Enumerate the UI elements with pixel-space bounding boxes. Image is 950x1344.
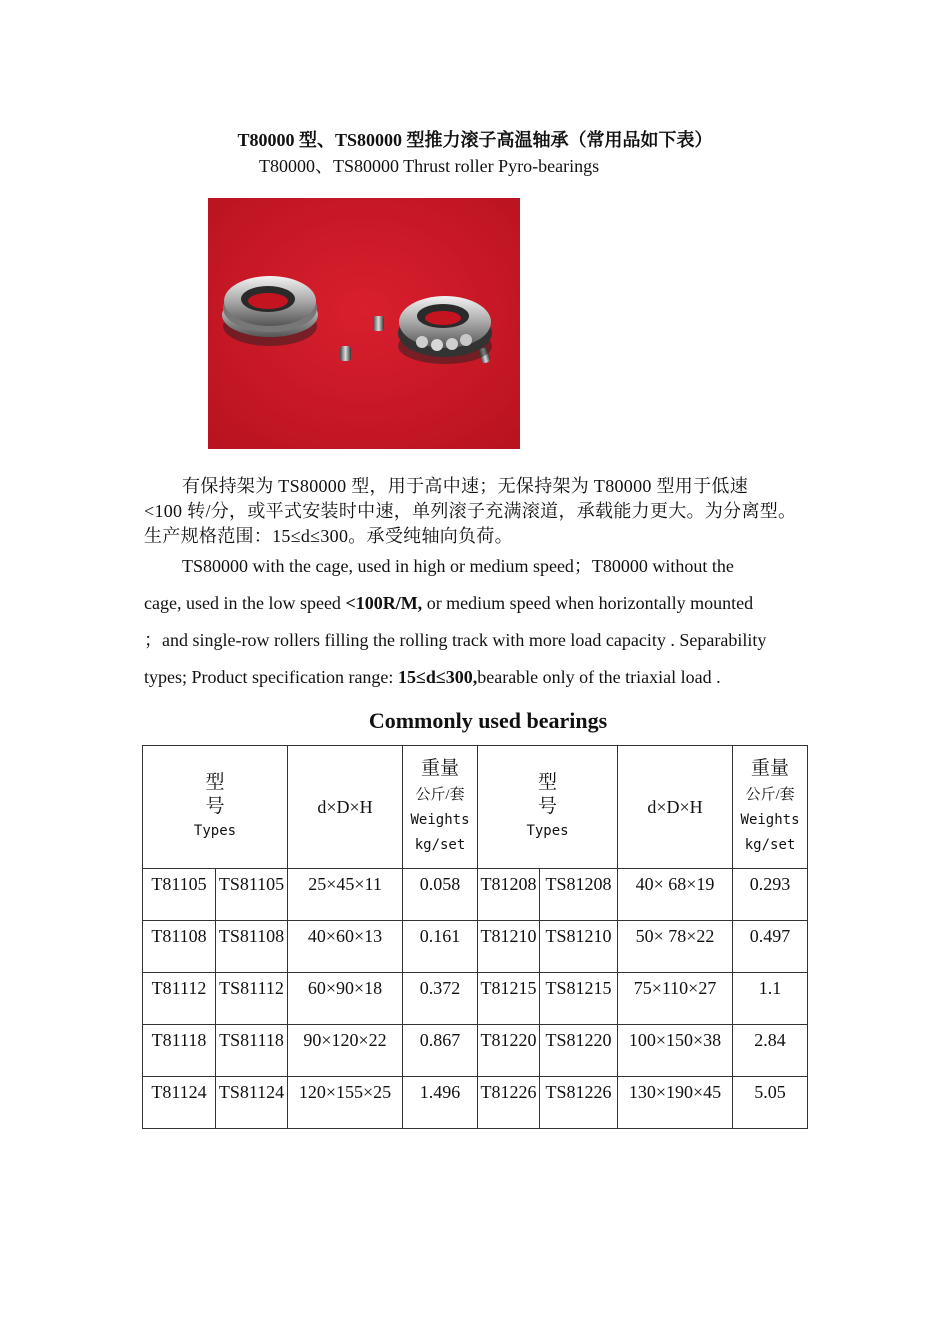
header-weight-cn: 重量 xyxy=(421,758,460,779)
table-cell: T81220 xyxy=(478,1025,540,1077)
table-cell: 1.496 xyxy=(403,1077,478,1129)
table-cell: 75×110×27 xyxy=(618,973,733,1025)
table-cell: TS81220 xyxy=(540,1025,618,1077)
header-types xyxy=(143,746,288,869)
header-weight xyxy=(403,746,478,869)
table-cell: 0.867 xyxy=(403,1025,478,1077)
document-title-cn: T80000 型、TS80000 型推力滚子高温轴承（常用品如下表） xyxy=(237,130,713,150)
table-row xyxy=(143,921,808,973)
table-cell: 0.497 xyxy=(733,921,808,973)
description-cn-line: <100 转/分，或平式安装时中速，单列滚子充满滚道，承载能力更大。为分离型。 xyxy=(144,501,797,521)
table-cell: TS81226 xyxy=(540,1077,618,1129)
table-cell: T81112 xyxy=(143,973,216,1025)
description-cn-line: 生产规格范围：15≤d≤300。承受纯轴向负荷。 xyxy=(144,526,513,546)
table-cell: 2.84 xyxy=(733,1025,808,1077)
table-row xyxy=(143,1077,808,1129)
spec-range-text: 15≤d≤300, xyxy=(397,667,478,687)
header-weight-cn: 重量 xyxy=(751,758,790,779)
description-en-text: bearable only of the triaxial load . xyxy=(477,667,721,687)
header-dimensions: d×D×H xyxy=(288,746,403,869)
table-row xyxy=(143,973,808,1025)
table-cell: TS81208 xyxy=(540,869,618,921)
table-cell: T81226 xyxy=(478,1077,540,1129)
table-cell: 25×45×11 xyxy=(288,869,403,921)
header-types xyxy=(478,746,618,869)
table-cell: 0.372 xyxy=(403,973,478,1025)
description-cn-line: 有保持架为 TS80000 型，用于高中速；无保持架为 T80000 型用于低速 xyxy=(182,476,748,496)
table-cell: TS81215 xyxy=(540,973,618,1025)
table-cell: 0.161 xyxy=(403,921,478,973)
bearing-spec-table xyxy=(142,745,808,1129)
table-cell: TS81112 xyxy=(216,973,288,1025)
table-row xyxy=(143,869,808,921)
table-cell: 90×120×22 xyxy=(288,1025,403,1077)
description-cn xyxy=(144,474,808,549)
table-cell: T81215 xyxy=(478,973,540,1025)
description-en-line xyxy=(144,585,814,622)
description-en-text: or medium speed when horizontally mounted xyxy=(422,593,754,613)
table-cell: 120×155×25 xyxy=(288,1077,403,1129)
table-cell: T81210 xyxy=(478,921,540,973)
table-header-row xyxy=(143,746,808,869)
header-dimensions: d×D×H xyxy=(618,746,733,869)
header-weight xyxy=(733,746,808,869)
bearing-photo xyxy=(208,198,520,449)
header-weight-en-unit: kg/set xyxy=(744,837,796,853)
header-types-cn: 型号 xyxy=(538,771,610,817)
header-types-en: Types xyxy=(193,822,237,839)
table-cell: TS81108 xyxy=(216,921,288,973)
section-title: Commonly used bearings xyxy=(368,708,608,733)
table-cell: T81208 xyxy=(478,869,540,921)
table-cell: T81124 xyxy=(143,1077,216,1129)
description-en xyxy=(144,548,814,696)
header-weight-en: Weights xyxy=(410,812,470,828)
table-cell: T81118 xyxy=(143,1025,216,1077)
table-cell: T81108 xyxy=(143,921,216,973)
table-cell: TS81105 xyxy=(216,869,288,921)
table-cell: 130×190×45 xyxy=(618,1077,733,1129)
table-cell: 0.293 xyxy=(733,869,808,921)
description-en-text: cage, used in the low speed xyxy=(144,593,346,613)
header-weight-unit: 公斤/套 xyxy=(745,787,795,803)
description-en-text: types; Product specification range: xyxy=(144,667,398,687)
document-title-en: T80000、TS80000 Thrust roller Pyro-bearings xyxy=(259,156,600,176)
table-cell: 40× 68×19 xyxy=(618,869,733,921)
table-cell: T81105 xyxy=(143,869,216,921)
table-cell: 40×60×13 xyxy=(288,921,403,973)
table-cell: TS81118 xyxy=(216,1025,288,1077)
header-weight-unit: 公斤/套 xyxy=(415,787,465,803)
header-types-cn: 型号 xyxy=(205,771,277,817)
table-cell: 50× 78×22 xyxy=(618,921,733,973)
table-cell: 1.1 xyxy=(733,973,808,1025)
table-row xyxy=(143,1025,808,1077)
header-weight-en: Weights xyxy=(740,812,800,828)
description-en-line: ；and single-row rollers filling the rolling track with more load capacity . Separability xyxy=(144,630,767,650)
table-cell: TS81210 xyxy=(540,921,618,973)
header-weight-en-unit: kg/set xyxy=(414,837,466,853)
table-cell: 0.058 xyxy=(403,869,478,921)
header-types-en: Types xyxy=(526,822,569,839)
description-en-line xyxy=(144,659,814,696)
speed-limit-text: <100R/M, xyxy=(345,593,423,613)
table-cell: 60×90×18 xyxy=(288,973,403,1025)
description-en-line: TS80000 with the cage, used in high or medium speed；T80000 without the xyxy=(182,556,734,576)
table-cell: TS81124 xyxy=(216,1077,288,1129)
table-cell: 5.05 xyxy=(733,1077,808,1129)
table-cell: 100×150×38 xyxy=(618,1025,733,1077)
